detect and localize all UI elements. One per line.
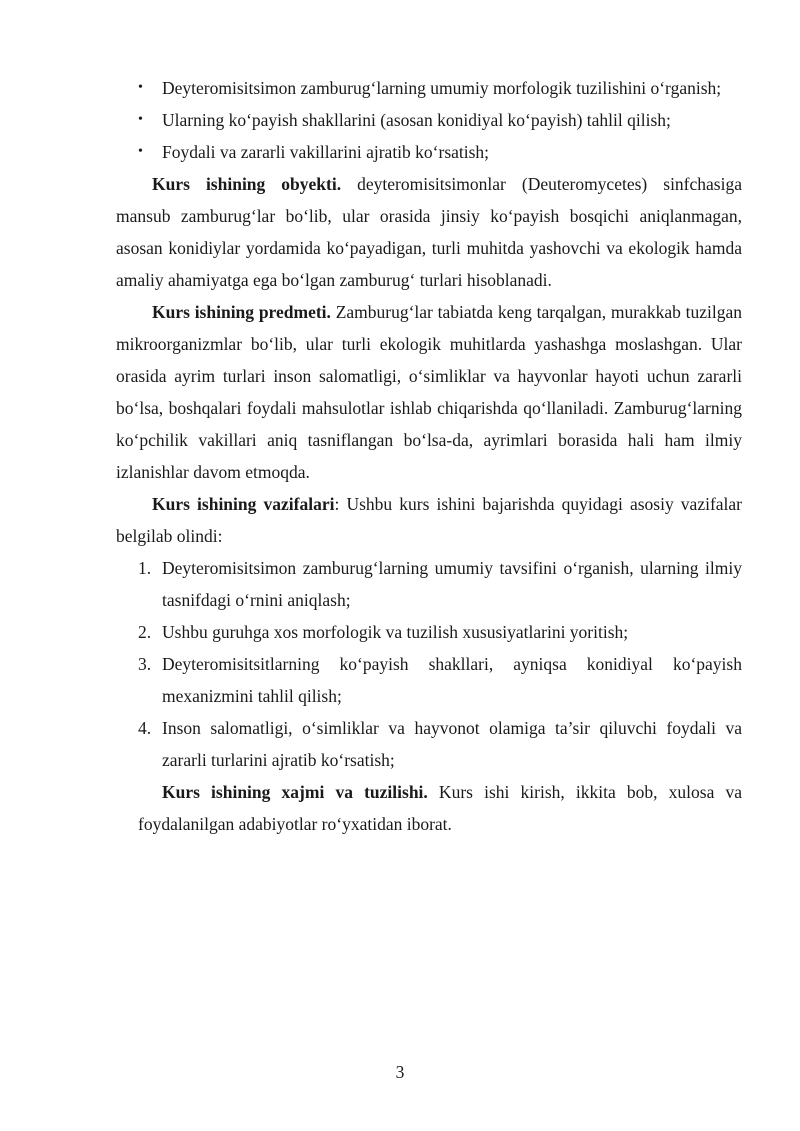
vazifalar-text: : Ushbu kurs ishini bajarishda quyidagi asosiy vazifalar belgilab olindi: xyxy=(116,494,743,546)
page-content xyxy=(116,72,742,840)
predmet-paragraph xyxy=(116,296,742,488)
goals-bullet-list xyxy=(116,72,742,168)
task-number: 2. xyxy=(138,622,152,642)
predmet-heading: Kurs ishining predmeti. xyxy=(152,302,331,322)
tasks-numbered-list xyxy=(116,552,742,776)
xajm-text: Kurs ishi kirish, ikkita bob, xulosa va foydalanilgan adabiyotlar ro‘yxatidan iborat. xyxy=(138,782,743,834)
task-text: Ushbu guruhga xos morfologik va tuzilish xususiyatlarini yoritish; xyxy=(162,622,629,642)
task-text: Deyteromisitsitlarning ko‘payish shakllari, ayniqsa konidiyal ko‘payish mexanizmini tahlil qilish; xyxy=(162,654,742,706)
bullet-item xyxy=(116,136,742,168)
task-item xyxy=(116,552,742,616)
vazifalar-heading: Kurs ishining vazifalari xyxy=(152,494,335,514)
bullet-symbol: • xyxy=(138,144,143,159)
task-item xyxy=(116,712,742,776)
task-number: 1. xyxy=(138,558,152,578)
task-text: Deyteromisitsimon zamburug‘larning umumiy tavsifini o‘rganish, ularning ilmiy tasnifdagi o‘rnini aniqlash; xyxy=(162,558,742,610)
bullet-text: Foydali va zararli vakillarini ajratib ko‘rsatish; xyxy=(162,142,490,162)
bullet-symbol: • xyxy=(138,112,143,127)
task-item xyxy=(116,616,742,648)
bullet-item xyxy=(116,72,742,104)
page-number: 3 xyxy=(395,1062,405,1082)
obyekt-heading: Kurs ishining obyekti. xyxy=(152,174,342,194)
bullet-text: Deyteromisitsimon zamburug‘larning umumiy morfologik tuzilishini o‘rganish; xyxy=(162,78,722,98)
obyekt-paragraph xyxy=(116,168,742,296)
xajm-paragraph xyxy=(116,776,742,840)
bullet-symbol: • xyxy=(138,80,143,95)
bullet-item xyxy=(116,104,742,136)
task-number: 4. xyxy=(138,718,152,738)
bullet-text: Ularning ko‘payish shakllarini (asosan konidiyal ko‘payish) tahlil qilish; xyxy=(162,110,671,130)
vazifalar-paragraph xyxy=(116,488,742,552)
task-number: 3. xyxy=(138,654,152,674)
task-text: Inson salomatligi, o‘simliklar va hayvonot olamiga ta’sir qiluvchi foydali va zararli turlarini ajratib ko‘rsatish; xyxy=(162,718,742,770)
obyekt-text: deyteromisitsimonlar (Deuteromycetes) sinfchasiga mansub zamburug‘lar bo‘lib, ular orasida jinsiy ko‘payish bosqichi aniqlanmagan, asosan konidiylar yordamida ko‘payadigan, turli muhitda yashovchi va ekologik hamda amaliy ahamiyatga ega bo‘lgan zamburug‘ turlari hisoblanadi. xyxy=(116,174,742,290)
xajm-heading: Kurs ishining xajmi va tuzilishi. xyxy=(162,782,428,802)
predmet-text: Zamburug‘lar tabiatda keng tarqalgan, murakkab tuzilgan mikroorganizmlar bo‘lib, ular turli ekologik muhitlarda yashashga moslashgan. Ular orasida ayrim turlari inson salomatligi, o‘simliklar va hayvonlar hayoti uchun zararli bo‘lsa, boshqalari foydali mahsulotlar ishlab chiqarishda qo‘llaniladi. Zamburug‘larning ko‘pchilik vakillari aniq tasniflangan bo‘lsa-da, ayrimlari borasida hali ham ilmiy izlanishlar davom etmoqda. xyxy=(116,302,742,482)
task-item xyxy=(116,648,742,712)
